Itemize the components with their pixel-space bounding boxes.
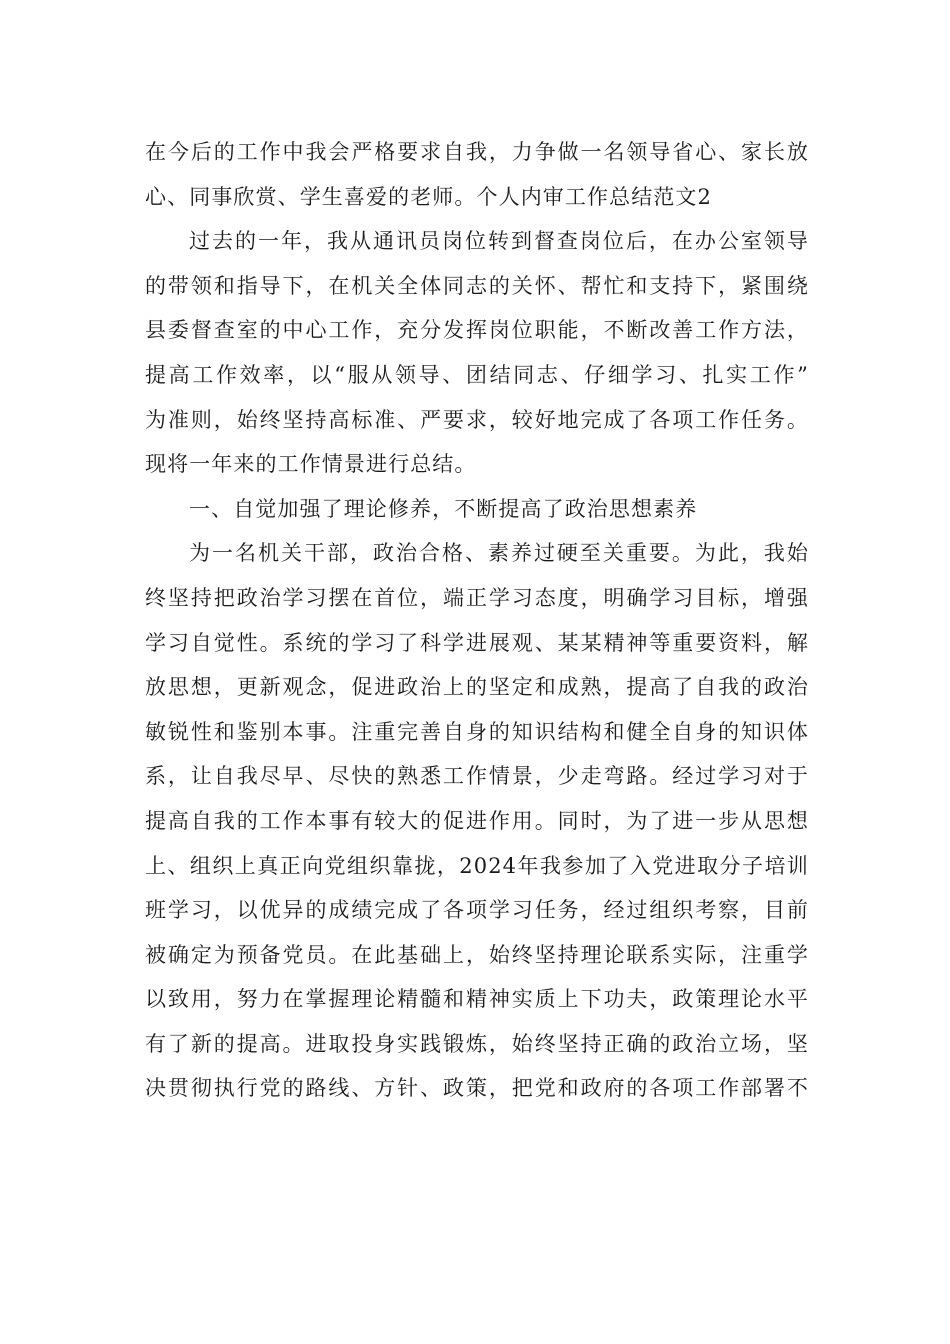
text-line: 决贯彻执行党的路线、方针、政策，把党和政府的各项工作部署不 (145, 1076, 809, 1101)
text-line: 有了新的提高。进取投身实践锻炼，始终坚持正确的政治立场，坚 (145, 1031, 809, 1056)
text-line: 提高自我的工作本事有较大的促进作用。同时，为了进一步从思想 (145, 808, 809, 833)
text-line: 上、组织上真正向党组织靠拢，2024年我参加了入党进取分子培训 (145, 853, 809, 878)
text-line: 终坚持把政治学习摆在首位，端正学习态度，明确学习目标，增强 (145, 585, 809, 610)
text-line: 学习自觉性。系统的学习了科学进展观、某某精神等重要资料，解 (145, 630, 809, 655)
text-line: 现将一年来的工作情景进行总结。 (145, 452, 477, 477)
text-line: 为准则，始终坚持高标准、严要求，较好地完成了各项工作任务。 (145, 407, 809, 432)
text-line: 在今后的工作中我会严格要求自我，力争做一名领导省心、家长放 (145, 140, 809, 164)
document-body (145, 130, 809, 1111)
text-line: 的带领和指导下，在机关全体同志的关怀、帮忙和支持下，紧围绕 (145, 273, 809, 298)
text-line: 为一名机关干部，政治合格、素养过硬至关重要。为此，我始 (189, 541, 809, 566)
text-line: 以致用，努力在掌握理论精髓和精神实质上下功夫，政策理论水平 (145, 987, 809, 1012)
text-line: 班学习，以优异的成绩完成了各项学习任务，经过组织考察，目前 (145, 898, 809, 923)
text-line: 提高工作效率，以“服从领导、团结同志、仔细学习、扎实工作” (145, 362, 809, 387)
text-line: 过去的一年，我从通讯员岗位转到督查岗位后，在办公室领导 (189, 229, 809, 254)
text-line: 放思想，更新观念，促进政治上的坚定和成熟，提高了自我的政治 (145, 675, 809, 700)
text-line: 县委督查室的中心工作，充分发挥岗位职能，不断改善工作方法， (145, 318, 809, 343)
text-line: 一、自觉加强了理论修养，不断提高了政治思想素养 (189, 496, 698, 521)
text-line: 被确定为预备党员。在此基础上，始终坚持理论联系实际，注重学 (145, 942, 809, 967)
text-line: 系，让自我尽早、尽快的熟悉工作情景，少走弯路。经过学习对于 (145, 764, 809, 789)
text-line: 心、同事欣赏、学生喜爱的老师。个人内审工作总结范文2 (145, 184, 712, 209)
text-line: 敏锐性和鉴别本事。注重完善自身的知识结构和健全自身的知识体 (145, 719, 809, 744)
